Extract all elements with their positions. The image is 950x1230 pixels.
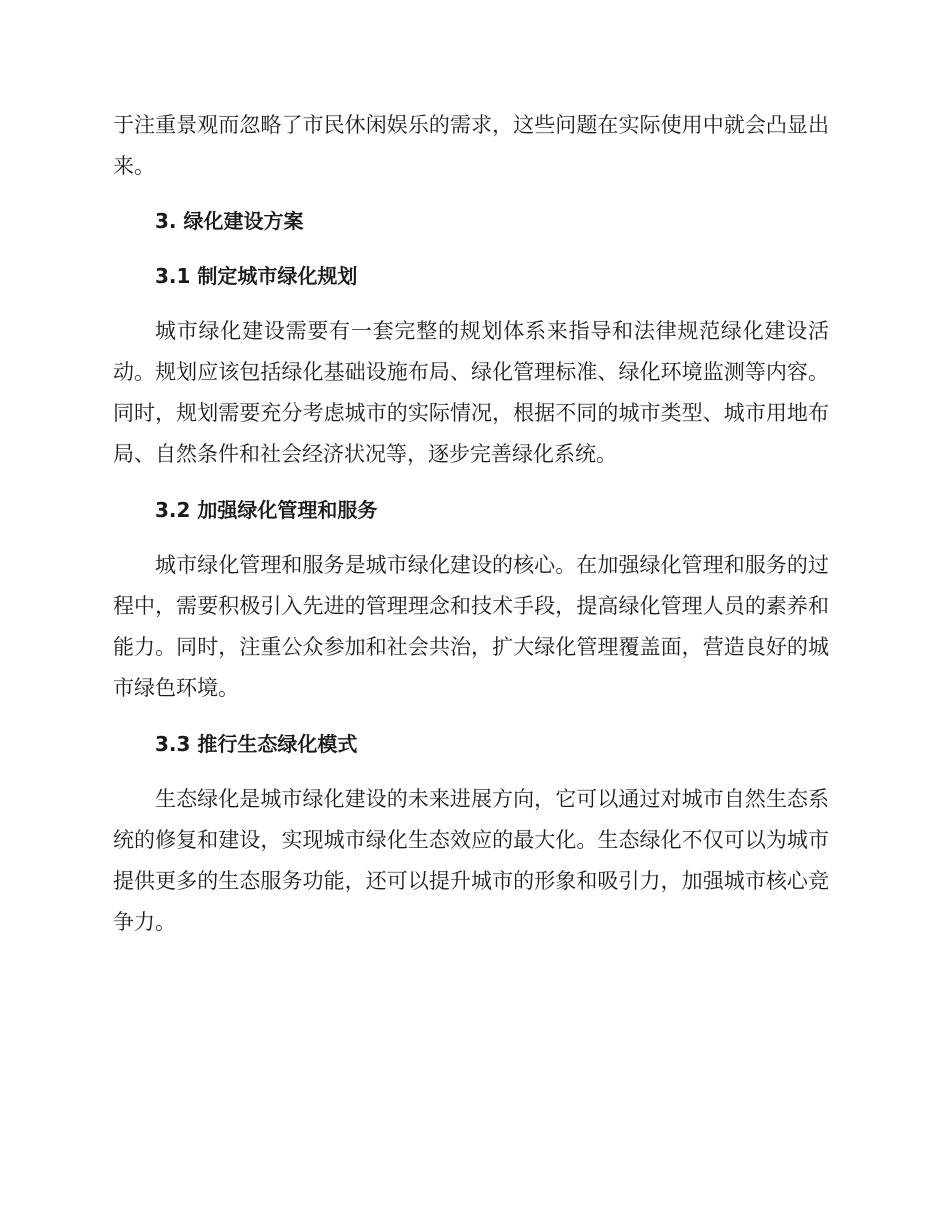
- section-heading: 3. 绿化建设方案: [155, 209, 304, 233]
- subsection-body-3-1: 城市绿化建设需要有一套完整的规划体系来指导和法律规范绿化建设活动。规划应该包括绿化基础设施布局、绿化管理标准、绿化环境监测等内容。同时，规划需要充分考虑城市的实际情况，根据不同的城市类型、城市用地布局、自然条件和社会经济状况等，逐步完善绿化系统。: [113, 319, 829, 466]
- subsection-heading-3-2: 3.2 加强绿化管理和服务: [155, 498, 378, 522]
- subsection-body-3-3: 生态绿化是城市绿化建设的未来进展方向，它可以通过对城市自然生态系统的修复和建设，实现城市绿化生态效应的最大化。生态绿化不仅可以为城市提供更多的生态服务功能，还可以提升城市的形象和吸引力，加强城市核心竞争力。: [113, 787, 829, 934]
- subsection-heading-3-3: 3.3 推行生态绿化模式: [155, 732, 358, 756]
- subsection-heading-3-1: 3.1 制定城市绿化规划: [155, 264, 358, 288]
- intro-paragraph: 于注重景观而忽略了市民休闲娱乐的需求，这些问题在实际使用中就会凸显出来。: [113, 113, 829, 178]
- subsection-body-3-2: 城市绿化管理和服务是城市绿化建设的核心。在加强绿化管理和服务的过程中，需要积极引入先进的管理理念和技术手段，提高绿化管理人员的素养和能力。同时，注重公众参加和社会共治，扩大绿化管理覆盖面，营造良好的城市绿色环境。: [113, 553, 829, 700]
- document-page: [113, 105, 829, 943]
